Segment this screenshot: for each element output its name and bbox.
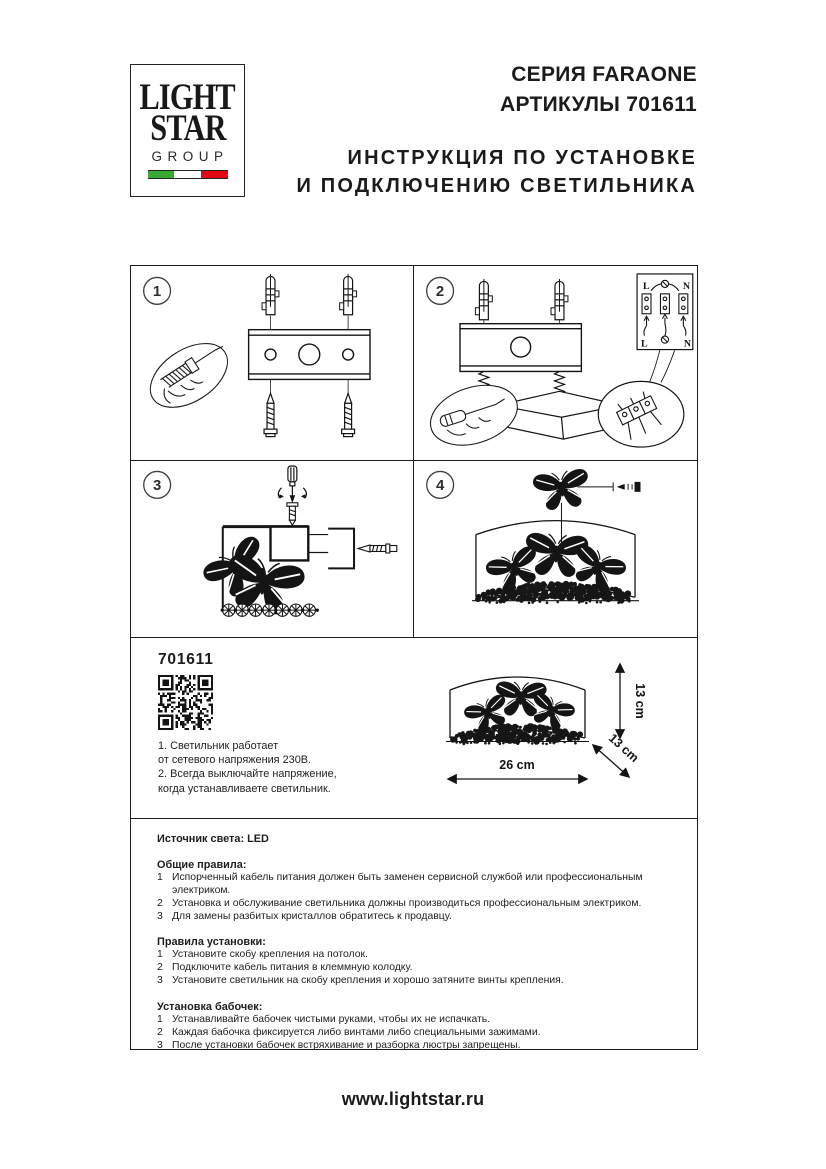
wall-anchor-icon xyxy=(262,274,279,315)
svg-text:26 cm: 26 cm xyxy=(499,758,535,772)
leader-lines xyxy=(649,350,675,384)
step-4-panel xyxy=(414,461,697,638)
spec-item: 1 Установите скобу крепления на потолок. xyxy=(157,949,368,961)
spec-sections xyxy=(157,859,671,1053)
spec-item: 2 Установка и обслуживание светильника должны производиться профессиональным электриком. xyxy=(157,897,642,909)
screw-horizontal-icon xyxy=(358,544,397,553)
step-2-badge xyxy=(427,277,454,304)
spec-item: 2 Подключите кабель питания в клеммную колодку. xyxy=(157,962,413,974)
crystal-rosettes xyxy=(221,604,319,616)
series-title: СЕРИЯ FARAONE xyxy=(511,63,697,86)
spec-item: 1 Испорченный кабель питания должен быть заменен сервисной службой или профессиональным электриком. xyxy=(157,871,643,896)
note-line: когда устанавливаете светильник. xyxy=(158,782,331,795)
mounting-bracket xyxy=(460,324,581,372)
spec-item: 3 После установки бабочек встряхивание и разборка люстры запрещены. xyxy=(157,1039,521,1051)
wiring-diagram xyxy=(637,274,693,350)
step-1-panel xyxy=(131,266,414,461)
specs-panel xyxy=(131,819,697,1049)
terminal-detail xyxy=(598,381,684,447)
wall-anchor-icon xyxy=(475,279,492,320)
spec-section xyxy=(157,936,671,988)
spec-item: 3 Установите светильник на скобу крепления и хорошо затяните винты крепления. xyxy=(157,975,564,987)
screw-icon xyxy=(342,393,355,436)
wall-anchor-icon xyxy=(551,279,568,320)
step-2-panel xyxy=(414,266,697,461)
step-1-drawing xyxy=(131,266,413,460)
width-dimension xyxy=(448,758,587,779)
mounting-bracket xyxy=(249,330,370,380)
lightstar-logo xyxy=(130,64,245,197)
spec-section xyxy=(157,859,671,924)
header xyxy=(296,60,697,200)
spec-item: 3 Для замены разбитых кристаллов обратитесь к продавцу. xyxy=(157,910,452,922)
svg-text:1: 1 xyxy=(152,282,162,300)
logo-group: GROUP xyxy=(151,149,229,164)
article-number: 701611 xyxy=(158,651,214,668)
wall-anchor-icon xyxy=(340,274,357,315)
spec-item: 1 Устанавливайте бабочек чистыми руками, чтобы их не испачкать. xyxy=(157,1013,491,1025)
step-3-drawing xyxy=(131,461,413,637)
svg-text:3: 3 xyxy=(153,477,162,494)
qr-code xyxy=(158,675,213,730)
articles-title: АРТИКУЛЫ 701611 xyxy=(500,93,697,116)
svg-text:2: 2 xyxy=(435,282,445,300)
step-3-badge xyxy=(144,471,171,498)
height-dimension xyxy=(620,664,647,738)
power-notes xyxy=(158,739,337,796)
step-2-drawing xyxy=(414,266,697,460)
spec-item: 2 Каждая бабочка фиксируется либо винтами либо специальными зажимами. xyxy=(157,1026,541,1038)
spec-section-title: Общие правила: xyxy=(157,858,247,871)
note-line: 1. Светильник работает xyxy=(158,740,279,752)
step-4-badge xyxy=(427,471,454,498)
logo-star: STAR xyxy=(149,108,226,149)
step-3-panel xyxy=(131,461,414,638)
svg-text:L: L xyxy=(643,280,650,292)
dimensions-drawing xyxy=(430,638,697,819)
svg-text:4: 4 xyxy=(436,477,445,494)
step-4-drawing xyxy=(414,461,697,637)
depth-dimension xyxy=(593,731,642,777)
screw-icon xyxy=(264,393,277,436)
hand-drill-icon xyxy=(139,330,240,421)
screw-icon xyxy=(287,503,298,529)
instruction-title: ИНСТРУКЦИЯ ПО УСТАНОВКЕ И ПОДКЛЮЧЕНИЮ СВЕТИЛЬНИКА xyxy=(296,147,697,197)
svg-text:13 cm: 13 cm xyxy=(633,683,647,719)
note-line: 2. Всегда выключайте напряжение, xyxy=(158,768,337,781)
svg-text:N: N xyxy=(682,280,691,292)
svg-text:L: L xyxy=(641,338,648,350)
light-source: Источник света: LED xyxy=(157,833,269,845)
spec-section-title: Установка бабочек: xyxy=(157,1001,263,1014)
footer-url: www.lightstar.ru xyxy=(341,1089,485,1109)
note-line: от сетевого напряжения 230В. xyxy=(158,754,312,767)
spec-section xyxy=(157,1001,671,1053)
screwdriver-icon xyxy=(278,466,306,501)
spec-section-title: Правила установки: xyxy=(157,936,266,949)
product-panel xyxy=(131,638,697,819)
instruction-sheet xyxy=(130,265,698,1050)
svg-text:13 cm: 13 cm xyxy=(605,730,642,766)
hand-screwdriver-icon xyxy=(423,375,525,456)
italian-flag-icon xyxy=(148,170,228,179)
svg-text:N: N xyxy=(683,338,692,350)
logo-light: LIGHT xyxy=(139,77,236,118)
step-1-badge xyxy=(144,277,171,304)
